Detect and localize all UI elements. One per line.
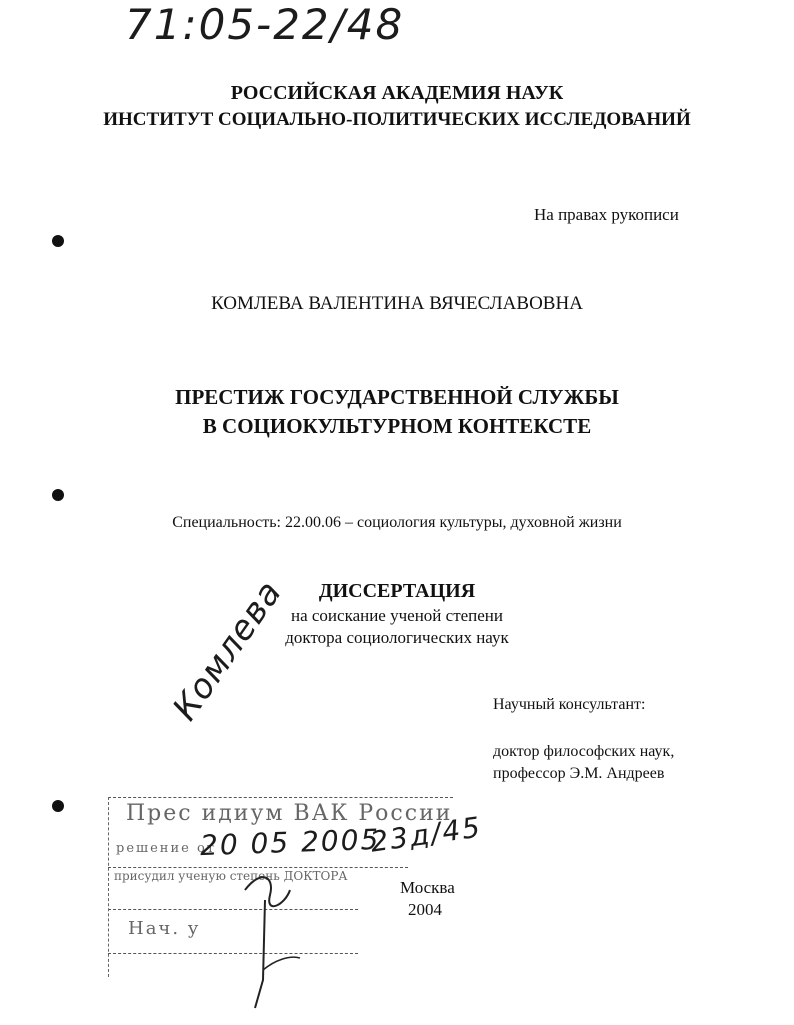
consultant-label: Научный консультант: bbox=[493, 696, 646, 713]
year: 2004 bbox=[408, 900, 442, 919]
stamp-line-2: решение от bbox=[116, 841, 216, 856]
binder-hole-mark bbox=[52, 235, 64, 247]
degree-line-1: на соискание ученой степени bbox=[290, 606, 504, 625]
signature-strokes bbox=[235, 860, 305, 1010]
consultant-name: профессор Э.М. Андреев bbox=[493, 765, 665, 782]
binder-hole-mark bbox=[52, 800, 64, 812]
stamp-line-4: Нач. у bbox=[128, 918, 201, 939]
stamp-line-3: присудил ученую степень ДОКТОРА bbox=[114, 869, 348, 883]
specialty: Специальность: 22.00.06 – социология культуры, духовной жизни bbox=[172, 514, 622, 531]
dissertation-label: ДИССЕРТАЦИЯ bbox=[318, 580, 476, 602]
place: Москва bbox=[400, 878, 455, 897]
degree-line-2: доктора социологических наук bbox=[285, 628, 509, 647]
stamp-handwritten-number: 23д/45 bbox=[368, 810, 484, 859]
stamp-line-1: Прес идиум ВАК России bbox=[126, 801, 453, 826]
consultant-degree: доктор философских наук, bbox=[493, 743, 675, 760]
title-line-1: ПРЕСТИЖ ГОСУДАРСТВЕННОЙ СЛУЖБЫ bbox=[175, 385, 619, 409]
title-line-2: В СОЦИОКУЛЬТУРНОМ КОНТЕКСТЕ bbox=[202, 414, 592, 438]
organization-name: РОССИЙСКАЯ АКАДЕМИЯ НАУК bbox=[230, 82, 564, 104]
stamp-handwritten-date: 20 05 2005 bbox=[199, 822, 381, 863]
institute-name: ИНСТИТУТ СОЦИАЛЬНО-ПОЛИТИЧЕСКИХ ИССЛЕДОВАНИЙ bbox=[103, 109, 691, 130]
author-name: КОМЛЕВА ВАЛЕНТИНА ВЯЧЕСЛАВОВНА bbox=[211, 293, 583, 314]
handwritten-signature: Комлева bbox=[165, 573, 291, 728]
binder-hole-mark bbox=[52, 489, 64, 501]
archive-number: 71:05-22/48 bbox=[125, 0, 405, 49]
manuscript-note: На правах рукописи bbox=[534, 205, 679, 224]
